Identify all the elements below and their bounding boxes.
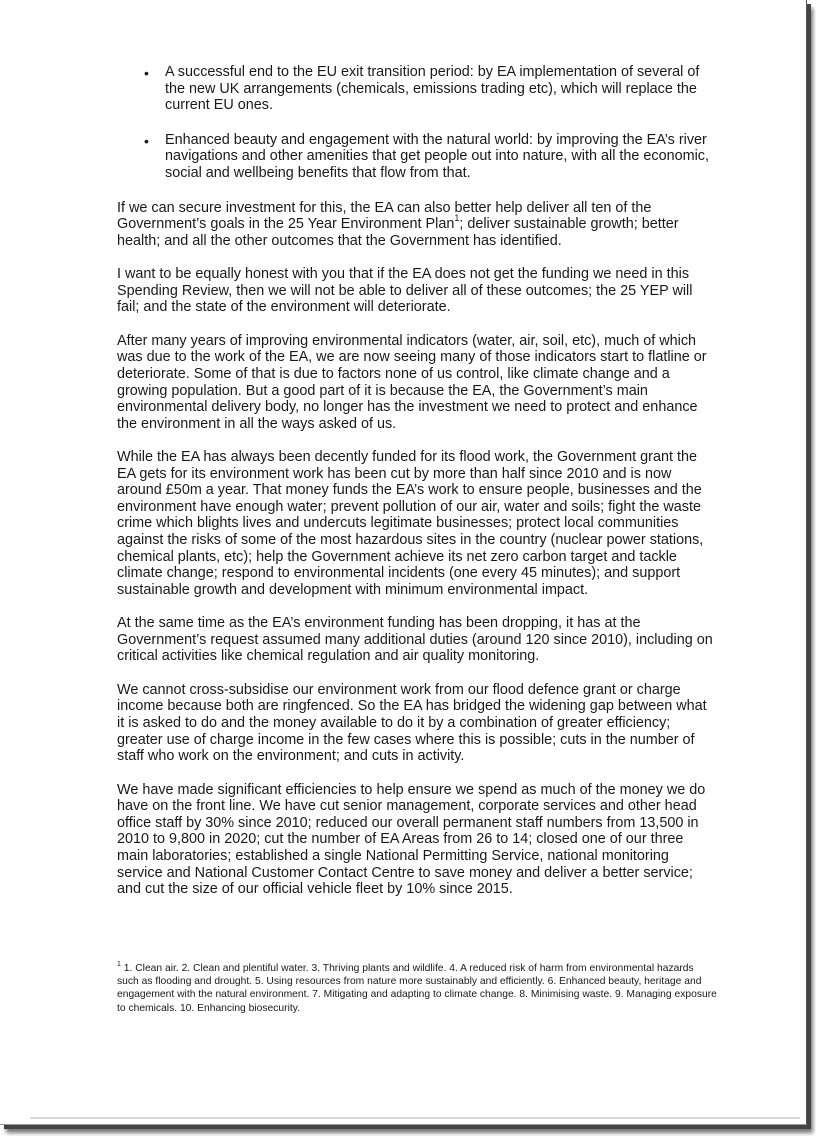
bullet-item (117, 132, 717, 182)
paragraph-duties: At the same time as the EA’s environment funding has been dropping, it has at the Government’s request assumed many additional duties (around 120 since 2010), including on critical activities like chemical regulation and air quality monitoring. (117, 615, 713, 665)
paragraph-efficiencies: We have made significant efficiencies to help ensure we spend as much of the money we do have on the front line. We have cut senior management, corporate services and other head office staff by 30% since 2010; reduced our overall permanent staff numbers from 13,500 in 2010 to 9,800 in 2020; cut the number of EA Areas from 26 to 14; closed one of our three main laboratories; established a single National Permitting Service, national monitoring service and National Customer Contact Centre to save money and deliver a better service; and cut the size of our official vehicle fleet by 10% since 2015. (117, 781, 706, 898)
footnote-text: 1. Clean air. 2. Clean and plentiful water. 3. Thriving plants and wildlife. 4. A reduced risk of harm from environmental hazards such as flooding and drought. 5. Using resources from nature more sustainably and efficiently. 6. Enhanced beauty, heritage and engagement with the natural environment. 7. Mitigating and adapting to climate change. 8. Minimising waste. 9. Managing exposure to chemicals. 10. Enhancing biosecurity. (117, 963, 717, 1014)
footnote-marker: 1 (117, 960, 121, 968)
paragraph-text: ; deliver sustainable growth; better health; and all the other outcomes that the Government has identified. (117, 216, 679, 249)
paragraph-text: If we can secure investment for this, the EA can also better help deliver all ten of the Government’s goals in the 25 Year Environment Plan (117, 199, 652, 233)
footnote (117, 962, 717, 1015)
page-bottom-divider (30, 1117, 800, 1119)
footnote-reference: 1 (454, 213, 460, 224)
bullet-text: Enhanced beauty and engagement with the natural world: by improving the EA’s river navigations and other amenities that get people out into nature, with all the economic, social and wellbeing benefits that flow from that. (165, 131, 709, 181)
outcome-bullet-list (117, 64, 717, 182)
paragraph-funding: While the EA has always been decently funded for its flood work, the Government grant the EA gets for its environment work has been cut by more than half since 2010 and is now around £50m a year. That money funds the EA’s work to ensure people, businesses and the environment have enough water; prevent pollution of our air, water and soils; fight the waste crime which blights lives and undercuts legitimate businesses; protect local communities against the risks of some of the most hazardous sites in the country (nuclear power stations, chemical plants, etc); help the Government achieve its net zero carbon target and tackle climate change; respond to environmental incidents (one every 45 minutes); and support sustainable growth and development with minimum environmental impact. (117, 449, 704, 598)
paragraph-cross-subsidise: We cannot cross-subsidise our environment work from our flood defence grant or charge income because both are ringfenced. So the EA has bridged the widening gap between what it is asked to do and the money available to do it by a combination of greater efficiency; greater use of charge income in the few cases where this is possible; cuts in the number of staff who work on the environment; and cuts in activity. (117, 681, 707, 765)
letter-body (117, 64, 717, 915)
bullet-dot-icon: • (144, 132, 149, 149)
bullet-item (117, 64, 717, 114)
paragraph-indicators: After many years of improving environmental indicators (water, air, soil, etc), much of which was due to the work of the EA, we are now seeing many of those indicators start to flatline or deteriorate. Some of that is due to factors none of us control, like climate change and a growing population. But a good part of it is because the EA, the Government’s main environmental delivery body, no longer has the investment we need to protect and enhance the environment in all the ways asked of us. (117, 332, 707, 432)
paragraph-investment (117, 200, 717, 250)
bullet-dot-icon: • (144, 65, 149, 81)
bullet-text: A successful end to the EU exit transition period: by EA implementation of several of the new UK arrangements (chemicals, emissions trading etc), which will replace the current EU ones. (165, 64, 700, 114)
paragraph-honesty: I want to be equally honest with you that if the EA does not get the funding we need in this Spending Review, then we will not be able to deliver all of these outcomes; the 25 YEP will fail; and the state of the environment will deteriorate. (117, 266, 693, 316)
